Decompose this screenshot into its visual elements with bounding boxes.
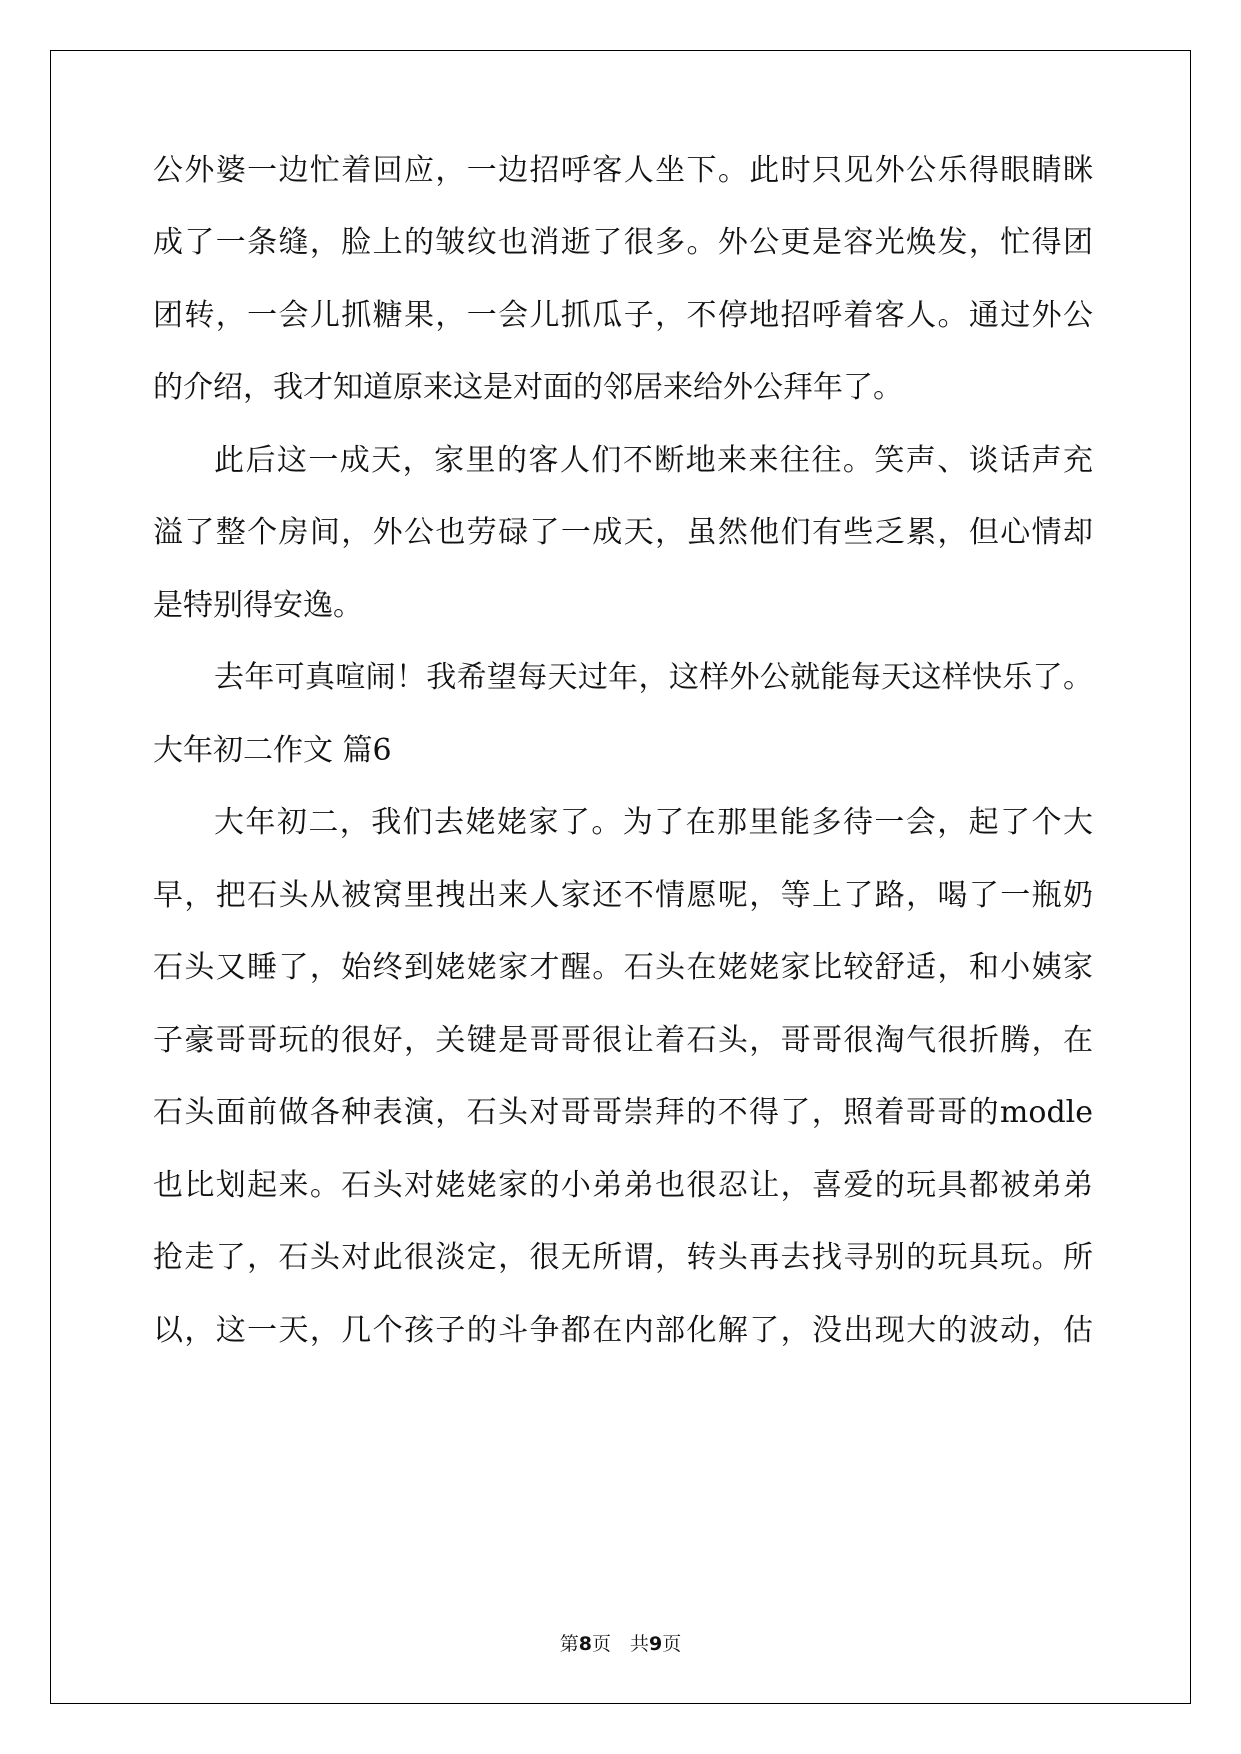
text-line: 子豪哥哥玩的很好，关键是哥哥很让着石头，哥哥很淘气很折腾，在 [153,1023,1093,1058]
text-line: 成了一条缝，脸上的皱纹也消逝了很多。外公更是容光焕发，忙得团 [153,225,1093,260]
footer-middle: 页 共 [591,1633,649,1655]
footer-prefix: 第 [559,1633,579,1655]
section-heading: 大年初二作文 篇6 [153,733,392,768]
text-line: 石头面前做各种表演，石头对哥哥崇拜的不得了，照着哥哥的modle [153,1095,1093,1130]
text-line: 的介绍，我才知道原来这是对面的邻居来给外公拜年了。 [153,370,903,405]
text-line: 抢走了，石头对此很淡定，很无所谓，转头再去找寻别的玩具玩。所 [153,1240,1093,1275]
text-line: 是特别得安逸。 [153,588,363,623]
text-line: 大年初二，我们去姥姥家了。为了在那里能多待一会，起了个大 [214,805,1093,840]
footer-suffix: 页 [662,1633,682,1655]
text-line: 也比划起来。石头对姥姥家的小弟弟也很忍让，喜爱的玩具都被弟弟 [153,1168,1093,1203]
current-page-number: 8 [578,1633,592,1655]
text-line: 此后这一成天，家里的客人们不断地来来往往。笑声、谈话声充 [214,443,1093,478]
text-line: 早，把石头从被窝里拽出来人家还不情愿呢，等上了路，喝了一瓶奶 [153,878,1093,913]
text-line: 溢了整个房间，外公也劳碌了一成天，虽然他们有些乏累，但心情却 [153,515,1093,550]
text-line: 以，这一天，几个孩子的斗争都在内部化解了，没出现大的波动，估 [153,1313,1093,1348]
total-page-number: 9 [649,1633,663,1655]
text-line: 团转，一会儿抓糖果，一会儿抓瓜子，不停地招呼着客人。通过外公 [153,298,1093,333]
text-line: 公外婆一边忙着回应，一边招呼客人坐下。此时只见外公乐得眼睛眯 [153,153,1093,188]
text-line: 去年可真喧闹！我希望每天过年，这样外公就能每天这样快乐了。 [214,660,1093,695]
page-footer [0,1629,1241,1659]
text-line: 石头又睡了，始终到姥姥家才醒。石头在姥姥家比较舒适，和小姨家 [153,950,1093,985]
